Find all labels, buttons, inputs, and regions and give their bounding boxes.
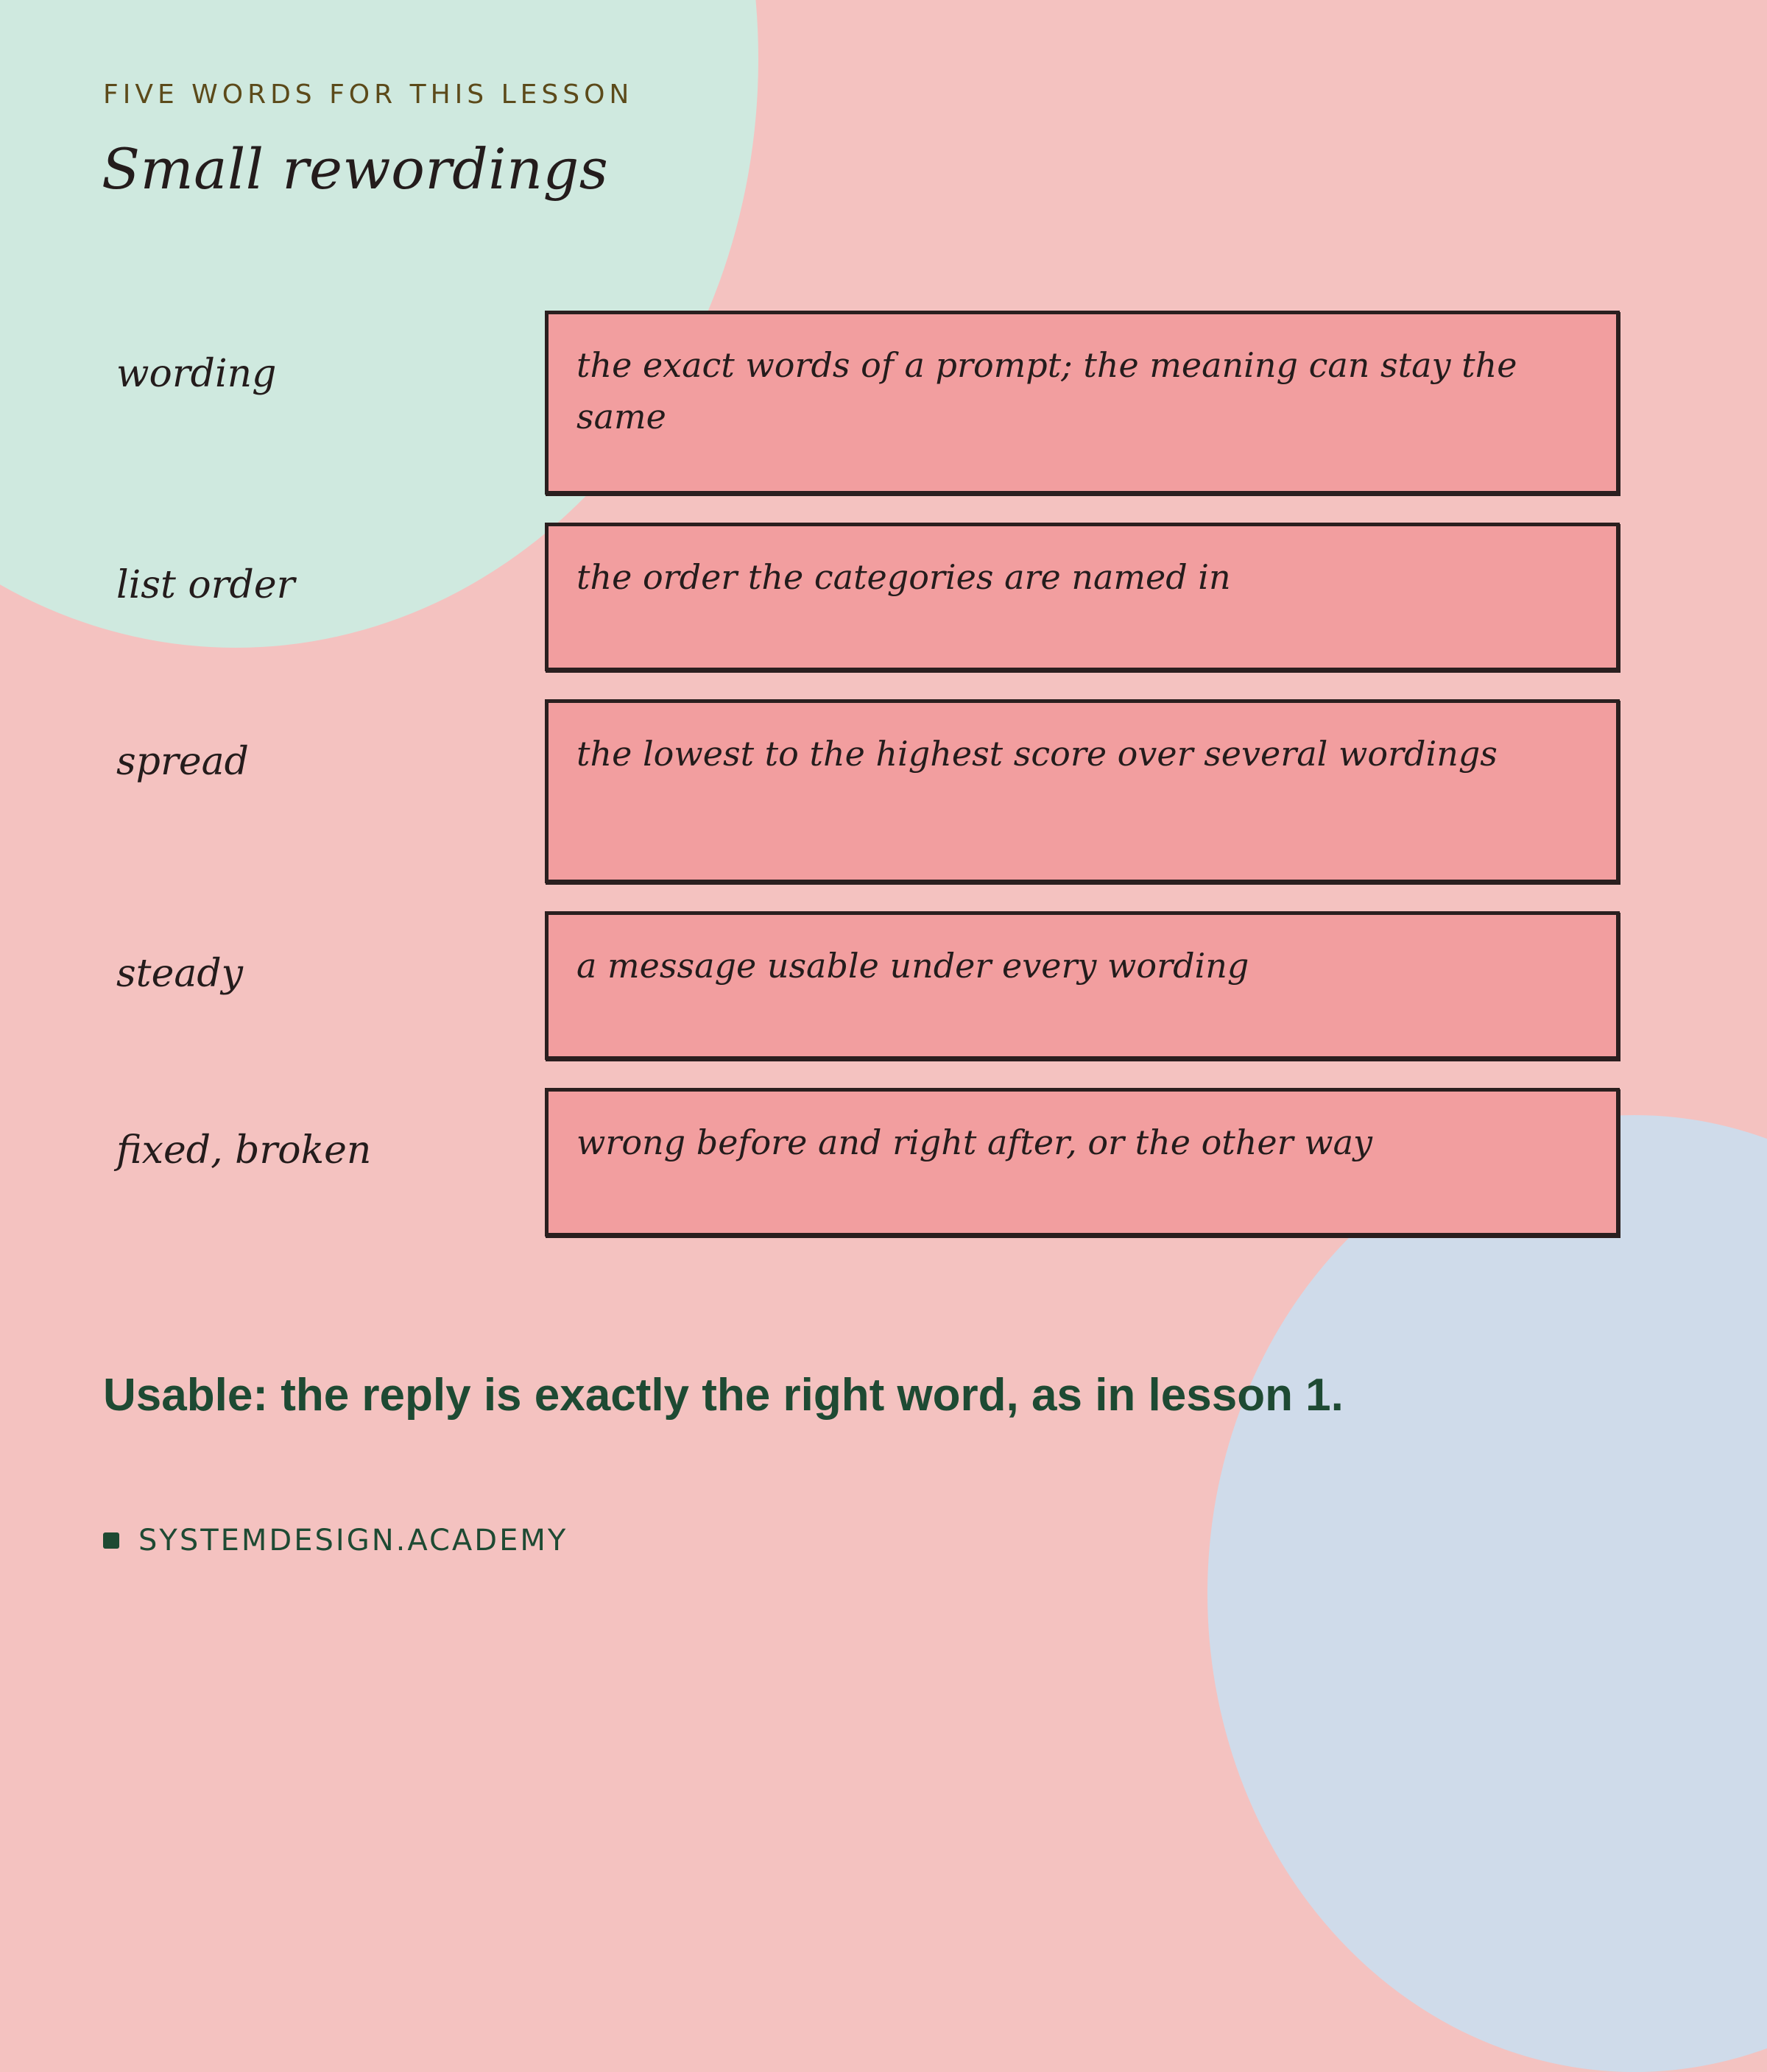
glossary-definition-card-list-order (545, 523, 1620, 671)
glossary-term-wording: wording (116, 352, 277, 396)
glossary-definition-card-spread (545, 699, 1620, 883)
glossary-definition-card-wording (545, 311, 1620, 495)
glossary-term-steady: steady (116, 952, 244, 996)
glossary-term-fixed-broken: fixed, broken (116, 1128, 372, 1173)
glossary-term-list-order: list order (116, 563, 295, 607)
glossary-definition-card-fixed-broken (545, 1088, 1620, 1237)
glossary-definition-list-order: the order the categories are named in (576, 557, 1231, 597)
glossary-definition-spread: the lowest to the highest score over several wordings (576, 734, 1498, 774)
glossary-term-spread: spread (116, 740, 249, 784)
glossary-definition-wording: the exact words of a prompt; the meaning can stay the same (576, 345, 1517, 436)
glossary-definition-card-steady (545, 911, 1620, 1060)
usable-note: Usable: the reply is exactly the right word, as in lesson 1. (103, 1370, 1344, 1421)
glossary-definition-fixed-broken: wrong before and right after, or the other way (576, 1122, 1372, 1162)
page-title: Small rewordings (102, 136, 609, 202)
brand-name: SYSTEMDESIGN.ACADEMY (138, 1524, 568, 1557)
glossary-definition-steady: a message usable under every wording (576, 946, 1249, 986)
brand-square-icon (103, 1532, 119, 1549)
blue-background-blob (1207, 1115, 1767, 2072)
lesson-kicker: FIVE WORDS FOR THIS LESSON (103, 79, 634, 110)
footer-brand (103, 1524, 568, 1557)
